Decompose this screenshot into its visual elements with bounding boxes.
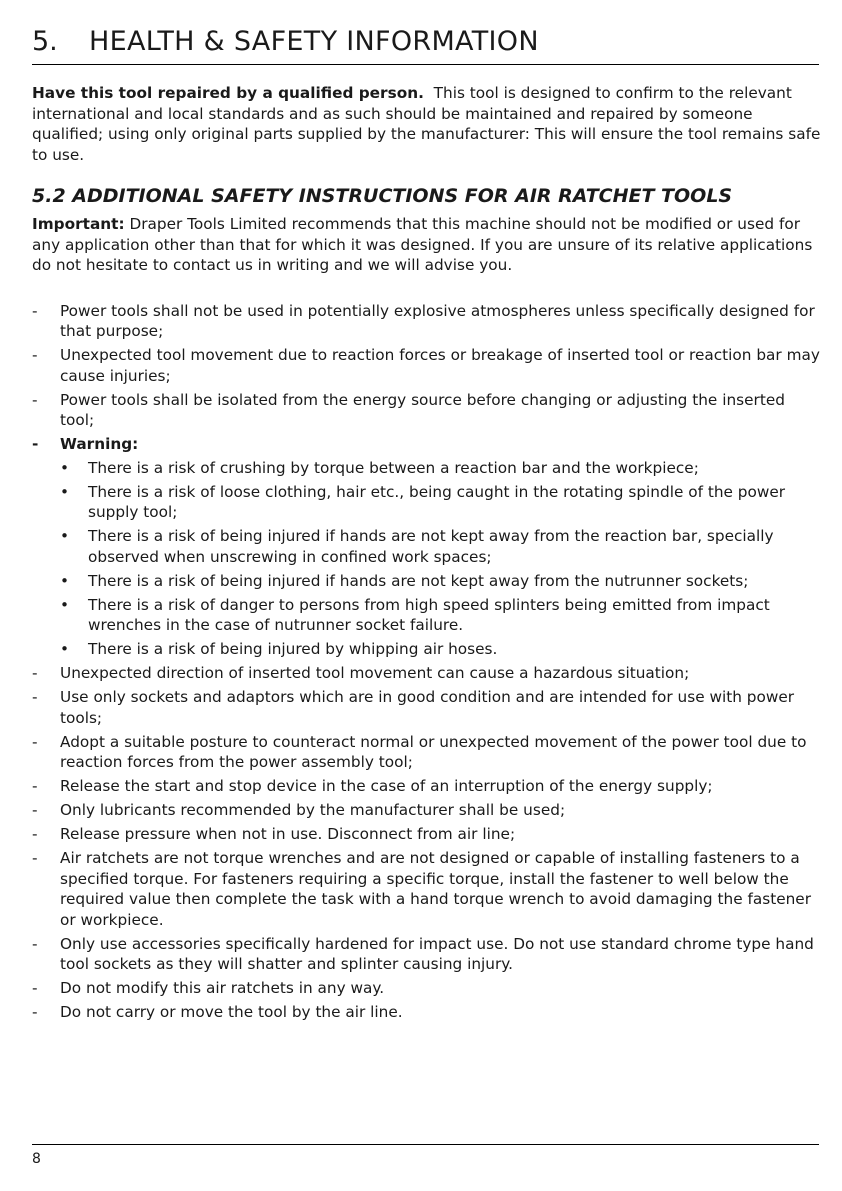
warning-list-item — [60, 639, 822, 660]
list-item-text: Unexpected tool movement due to reaction forces or breakage of inserted tool or reaction bar may cause injuries; — [60, 346, 820, 385]
warning-item-text: There is a risk of being injured if hands are not kept away from the nutrunner sockets; — [88, 571, 749, 590]
dash-marker: - — [32, 346, 38, 364]
page-footer — [32, 1144, 819, 1167]
dash-marker: - — [32, 732, 38, 751]
important-paragraph — [32, 214, 822, 276]
list-item-text: Do not carry or move the tool by the air line. — [60, 1003, 403, 1021]
page-content — [32, 83, 822, 1026]
list-item-text: Air ratchets are not torque wrenches and are not designed or capable of installing fasteners to a specified torque. For fasteners requiring a specific torque, install the fastener to well below the required value then complete the task with a hand torque wrench to avoid damaging the fastener or workpiece. — [60, 849, 811, 929]
warning-list — [60, 458, 822, 660]
list-item — [32, 732, 822, 773]
bullet-marker: • — [60, 527, 70, 545]
intro-paragraph — [32, 83, 822, 165]
dash-marker: - — [32, 979, 38, 997]
warning-item — [32, 434, 822, 660]
list-item-text: Use only sockets and adaptors which are in good condition and are intended for use with power tools; — [60, 688, 795, 727]
dash-marker: - — [32, 801, 38, 819]
list-item — [32, 1002, 822, 1023]
warning-item-text: There is a risk of loose clothing, hair etc., being caught in the rotating spindle of the power supply tool; — [88, 482, 786, 521]
list-item — [32, 687, 822, 728]
warning-list-item — [60, 526, 822, 567]
page-header — [32, 24, 819, 65]
dash-marker: - — [32, 390, 38, 409]
warning-item-text: There is a risk of danger to persons from high speed splinters being emitted from impact wrenches in the case of nutrunner socket failure. — [88, 595, 770, 634]
dash-marker: - — [32, 301, 38, 320]
bullet-marker: • — [60, 595, 70, 614]
intro-lead: Have this tool repaired by a qualified person. — [32, 84, 424, 102]
warning-label: Warning: — [60, 435, 139, 453]
important-label: Important: — [32, 215, 125, 233]
warning-item-text: There is a risk of being injured by whipping air hoses. — [88, 640, 498, 658]
warning-item-text: There is a risk of crushing by torque between a reaction bar and the workpiece; — [88, 458, 699, 477]
dash-marker: - — [32, 825, 38, 843]
list-item — [32, 800, 822, 821]
warning-item-text: There is a risk of being injured if hands are not kept away from the reaction bar, specially observed when unscrewing in confined work spaces; — [88, 527, 774, 566]
list-item — [32, 848, 822, 930]
subsection-heading: 5.2 ADDITIONAL SAFETY INSTRUCTIONS FOR AIR RATCHET TOOLS — [32, 185, 733, 207]
bullet-marker: • — [60, 640, 70, 658]
dash-marker: - — [32, 777, 38, 795]
list-item — [32, 390, 822, 431]
list-item — [32, 345, 822, 386]
warning-list-item — [60, 571, 822, 592]
dash-marker: - — [32, 849, 38, 867]
bullet-marker: • — [60, 571, 70, 590]
dash-marker: - — [32, 1003, 38, 1021]
list-item — [32, 934, 822, 975]
safety-list — [32, 301, 822, 1023]
section-title: HEALTH & SAFETY INFORMATION — [89, 26, 539, 57]
list-item-text: Adopt a suitable posture to counteract normal or unexpected movement of the power tool due to reaction forces from the power assembly tool; — [60, 732, 807, 771]
dash-marker: - — [32, 934, 38, 953]
warning-list-item — [60, 458, 822, 479]
list-item — [32, 663, 822, 684]
list-item-text: Power tools shall not be used in potentially explosive atmospheres unless specifically designed for that purpose; — [60, 301, 815, 340]
list-item — [32, 776, 822, 797]
warning-list-item — [60, 595, 822, 636]
list-item-text: Unexpected direction of inserted tool movement can cause a hazardous situation; — [60, 664, 690, 682]
important-text: Draper Tools Limited recommends that this machine should not be modified or used for any application other than that for which it was designed. If you are unsure of its relative applications do not hesitate to contact us in writing and we will advise you. — [32, 215, 813, 274]
page-number: 8 — [32, 1151, 41, 1167]
list-item-text: Power tools shall be isolated from the energy source before changing or adjusting the inserted tool; — [60, 390, 785, 429]
section-number: 5. — [32, 26, 58, 57]
list-item — [32, 301, 822, 342]
list-item-text: Only use accessories specifically hardened for impact use. Do not use standard chrome type hand tool sockets as they will shatter and splinter causing injury. — [60, 934, 814, 973]
list-item-text: Only lubricants recommended by the manufacturer shall be used; — [60, 801, 566, 819]
dash-marker: - — [32, 688, 38, 706]
list-item-text: Do not modify this air ratchets in any way. — [60, 979, 385, 997]
list-item — [32, 978, 822, 999]
list-item — [32, 824, 822, 845]
list-item-text: Release the start and stop device in the case of an interruption of the energy supply; — [60, 777, 713, 795]
dash-marker: - — [32, 435, 39, 453]
bullet-marker: • — [60, 458, 70, 477]
list-item-text: Release pressure when not in use. Disconnect from air line; — [60, 825, 516, 843]
warning-list-item — [60, 482, 822, 523]
bullet-marker: • — [60, 482, 70, 501]
intro-text: This tool is designed to confirm to the relevant international and local standards and as such should be maintained and repaired by someone qualified; using only original parts supplied by the manufacturer: This will ensure the tool remains safe to use. — [32, 84, 821, 164]
dash-marker: - — [32, 664, 38, 682]
